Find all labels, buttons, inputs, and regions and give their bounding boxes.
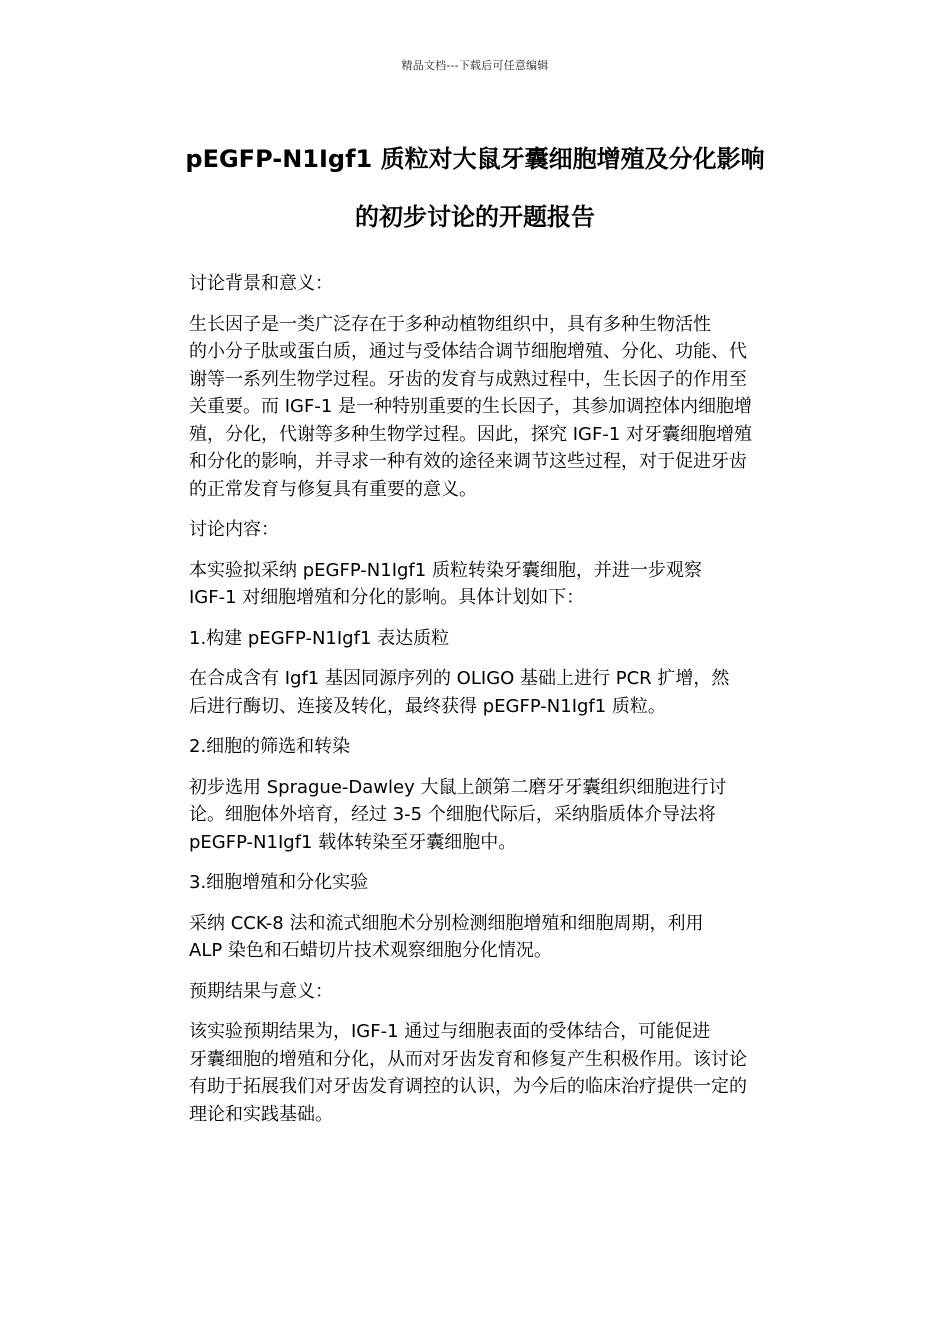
step-heading-1: 1.构建 pEGFP-N1Igf1 表达质粒: [189, 627, 450, 649]
paragraph-line: 的小分子肽或蛋白质，通过与受体结合调节细胞增殖、分化、功能、代: [189, 341, 747, 362]
section-heading-results: 预期结果与意义：: [189, 980, 333, 1002]
paragraph-line: 有助于拓展我们对牙齿发育调控的认识，为今后的临床治疗提供一定的: [189, 1076, 747, 1097]
paragraph-background: [145, 311, 807, 504]
header-note: 精品文档---下载后可任意编辑: [401, 59, 549, 72]
paragraph-line: 谢等一系列生物学过程。牙齿的发育与成熟过程中，生长因子的作用至: [189, 368, 747, 390]
paragraph-line: 在合成含有 Igf1 基因同源序列的 OLIGO 基础上进行 PCR 扩增，然: [189, 668, 730, 689]
paragraph-line: ALP 染色和石蜡切片技术观察细胞分化情况。: [189, 940, 552, 961]
paragraph-line: IGF-1 对细胞增殖和分化的影响。具体计划如下：: [189, 587, 585, 608]
paragraph-line: 和分化的影响，并寻求一种有效的途径来调节这些过程，对于促进牙齿: [189, 451, 747, 472]
paragraph-step-2: [145, 774, 807, 857]
document-body: [145, 270, 807, 1141]
paragraph-line: 理论和实践基础。: [189, 1103, 333, 1125]
paragraph-content-intro: [145, 557, 807, 612]
section-heading-background: 讨论背景和意义：: [189, 273, 333, 294]
paragraph-line: 生长因子是一类广泛存在于多种动植物组织中，具有多种生物活性: [189, 313, 711, 335]
paragraph-results: [145, 1018, 807, 1128]
paragraph-line: 采纳 CCK-8 法和流式细胞术分别检测细胞增殖和细胞周期，利用: [189, 912, 704, 934]
section-heading-content: 讨论内容：: [189, 519, 279, 540]
step-heading-3: 3.细胞增殖和分化实验: [189, 872, 369, 893]
paragraph-line: 殖，分化，代谢等多种生物学过程。因此，探究 IGF-1 对牙囊细胞增殖: [189, 423, 752, 445]
paragraph-line: 该实验预期结果为，IGF-1 通过与细胞表面的受体结合，可能促进: [189, 1021, 711, 1042]
title-line: 的初步讨论的开题报告: [355, 203, 595, 231]
step-heading-2: 2.细胞的筛选和转染: [189, 736, 351, 757]
paragraph-line: 的正常发育与修复具有重要的意义。: [189, 478, 477, 500]
paragraph-line: 后进行酶切、连接及转化，最终获得 pEGFP-N1Igf1 质粒。: [189, 695, 666, 717]
paragraph-line: 牙囊细胞的增殖和分化，从而对牙齿发育和修复产生积极作用。该讨论: [189, 1048, 747, 1070]
title-line: pEGFP-N1Igf1 质粒对大鼠牙囊细胞增殖及分化影响: [185, 145, 765, 173]
paragraph-step-3: [145, 910, 807, 965]
document-title: [120, 130, 830, 246]
paragraph-line: 论。细胞体外培育，经过 3-5 个细胞代际后，采纳脂质体介导法将: [189, 804, 716, 825]
paragraph-line: pEGFP-N1Igf1 载体转染至牙囊细胞中。: [189, 831, 517, 853]
paragraph-step-1: [145, 665, 807, 720]
paragraph-line: 关重要。而 IGF-1 是一种特别重要的生长因子，其参加调控体内细胞增: [189, 396, 752, 417]
paragraph-line: 初步选用 Sprague-Dawley 大鼠上颌第二磨牙牙囊组织细胞进行讨: [189, 776, 727, 798]
paragraph-line: 本实验拟采纳 pEGFP-N1Igf1 质粒转染牙囊细胞，并进一步观察: [189, 559, 702, 581]
